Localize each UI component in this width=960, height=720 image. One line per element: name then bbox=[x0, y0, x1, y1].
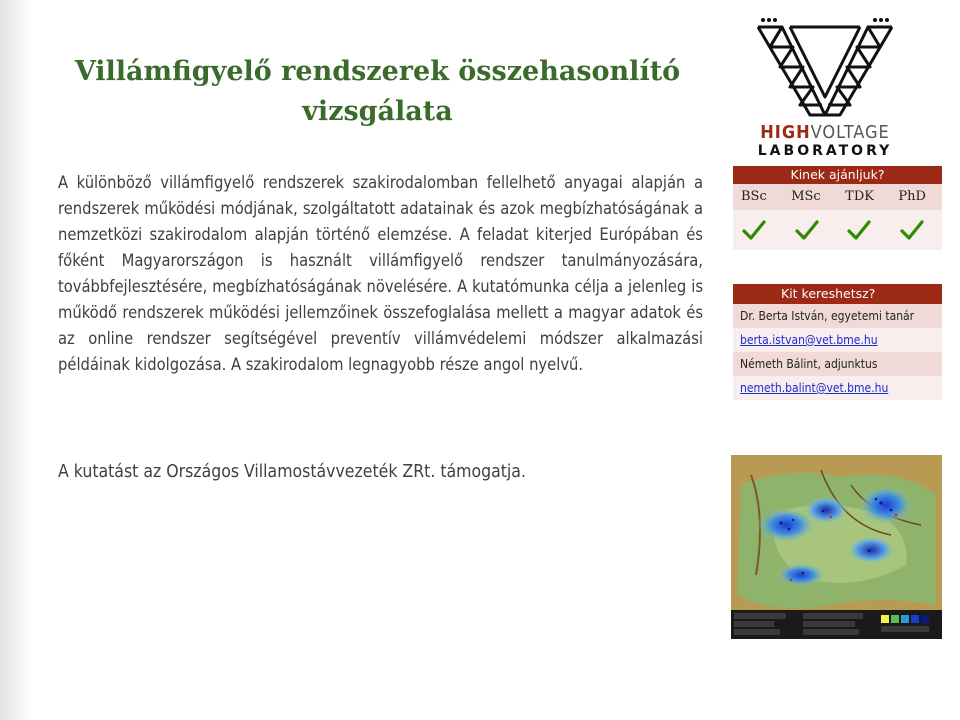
contact-name-1: Dr. Berta István, egyetemi tanár bbox=[733, 304, 942, 328]
v-truss-icon bbox=[750, 15, 900, 120]
checkmark-icon bbox=[742, 219, 766, 241]
logo-text-laboratory: LABORATORY bbox=[757, 143, 893, 159]
checkmark-icon bbox=[847, 219, 871, 241]
support-note: A kutatást az Országos Villamostávvezeték ZRt. támogatja. bbox=[58, 462, 526, 482]
check-row bbox=[733, 210, 942, 250]
description-paragraph: A különböző villámfigyelő rendszerek szakirodalomban fellelhető anyagai alapján a rendszerek működési módjának, szolgáltatott adatainak és azok megbízhatóságának a nemzetközi szakirodalom alapján történő elemzése. A feladat kiterjed Európában és főként Magyarországon is használt villámfigyelő rendszer tanulmányozására, továbbfejlesztésére, megbízhatóságának növelésére. A kutatómunka célja a jelenleg is működő rendszerek működési jellemzőinek összefoglalása mellett a magyar adatok és az online rendszer segítségével preventív villámvédelemi módszer alkalmazási példáinak kidolgozása. A szakirodalom legnagyobb része angol nyelvű. bbox=[58, 173, 703, 374]
logo-text-highvoltage: HIGHVOLTAGE bbox=[760, 122, 890, 143]
checkmark-icon bbox=[795, 219, 819, 241]
contact-name-2: Németh Bálint, adjunktus bbox=[733, 352, 942, 376]
slide-left-border bbox=[0, 0, 30, 720]
high-voltage-lab-logo bbox=[750, 15, 900, 160]
contact-email-2[interactable]: nemeth.balint@vet.bme.hu bbox=[733, 376, 942, 400]
level-msc: MSc bbox=[791, 189, 821, 204]
level-phd: PhD bbox=[898, 189, 926, 204]
checkmark-icon bbox=[900, 219, 924, 241]
level-bsc: BSc bbox=[741, 189, 767, 204]
page-title: Villámfigyelő rendszerek összehasonlító vizsgálata bbox=[74, 56, 681, 127]
recommend-panel bbox=[733, 166, 942, 250]
recommend-header: Kinek ajánljuk? bbox=[733, 166, 942, 184]
level-row bbox=[733, 184, 942, 210]
level-tdk: TDK bbox=[845, 189, 874, 204]
contact-header: Kit kereshetsz? bbox=[733, 284, 942, 304]
lightning-radar-map-image bbox=[731, 455, 942, 639]
contact-email-1[interactable]: berta.istvan@vet.bme.hu bbox=[733, 328, 942, 352]
contact-panel bbox=[733, 284, 942, 400]
